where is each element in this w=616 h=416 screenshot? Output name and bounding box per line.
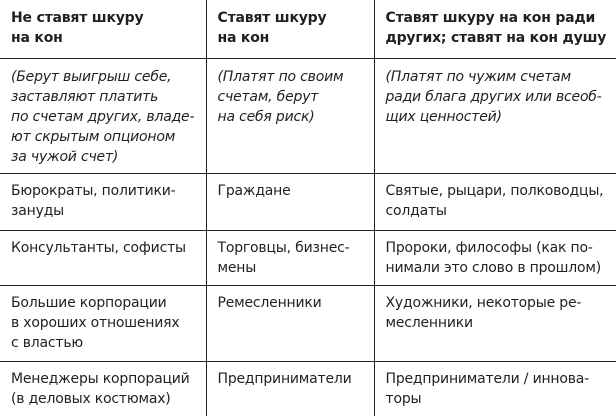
table-row	[0, 230, 616, 285]
table-cell: Консультанты, софисты	[0, 230, 206, 285]
header-skin-for-others: Ставят шкуру на кон ради других; ставят на кон душу	[374, 0, 616, 58]
description-row	[0, 58, 616, 173]
table-cell: Менеджеры корпораций (в деловых костюмах)	[0, 361, 206, 416]
table-cell: Святые, рыцари, полководцы, солдаты	[374, 173, 616, 230]
table-row	[0, 361, 616, 416]
table-cell: Художники, некоторые ре- месленники	[374, 285, 616, 361]
table-cell: Предприниматели	[206, 361, 374, 416]
header-no-skin: Не ставят шкуру на кон	[0, 0, 206, 58]
description-skin-for-others: (Платят по чужим счетам ради блага других или всеоб- щих ценностей)	[374, 58, 616, 173]
description-no-skin: (Берут выигрыш себе, заставляют платить по счетам других, владе- ют скрытым опционом за чужой счет)	[0, 58, 206, 173]
table-cell: Торговцы, бизнес- мены	[206, 230, 374, 285]
table-cell: Пророки, философы (как по- нимали это слово в прошлом)	[374, 230, 616, 285]
table-row	[0, 173, 616, 230]
table-row	[0, 285, 616, 361]
table-cell: Бюрократы, политики- зануды	[0, 173, 206, 230]
table-cell: Предприниматели / иннова- торы	[374, 361, 616, 416]
table-cell: Ремесленники	[206, 285, 374, 361]
header-skin: Ставят шкуру на кон	[206, 0, 374, 58]
table-cell: Граждане	[206, 173, 374, 230]
description-skin: (Платят по своим счетам, берут на себя риск)	[206, 58, 374, 173]
header-row	[0, 0, 616, 58]
table-cell: Большие корпорации в хороших отношениях с властью	[0, 285, 206, 361]
